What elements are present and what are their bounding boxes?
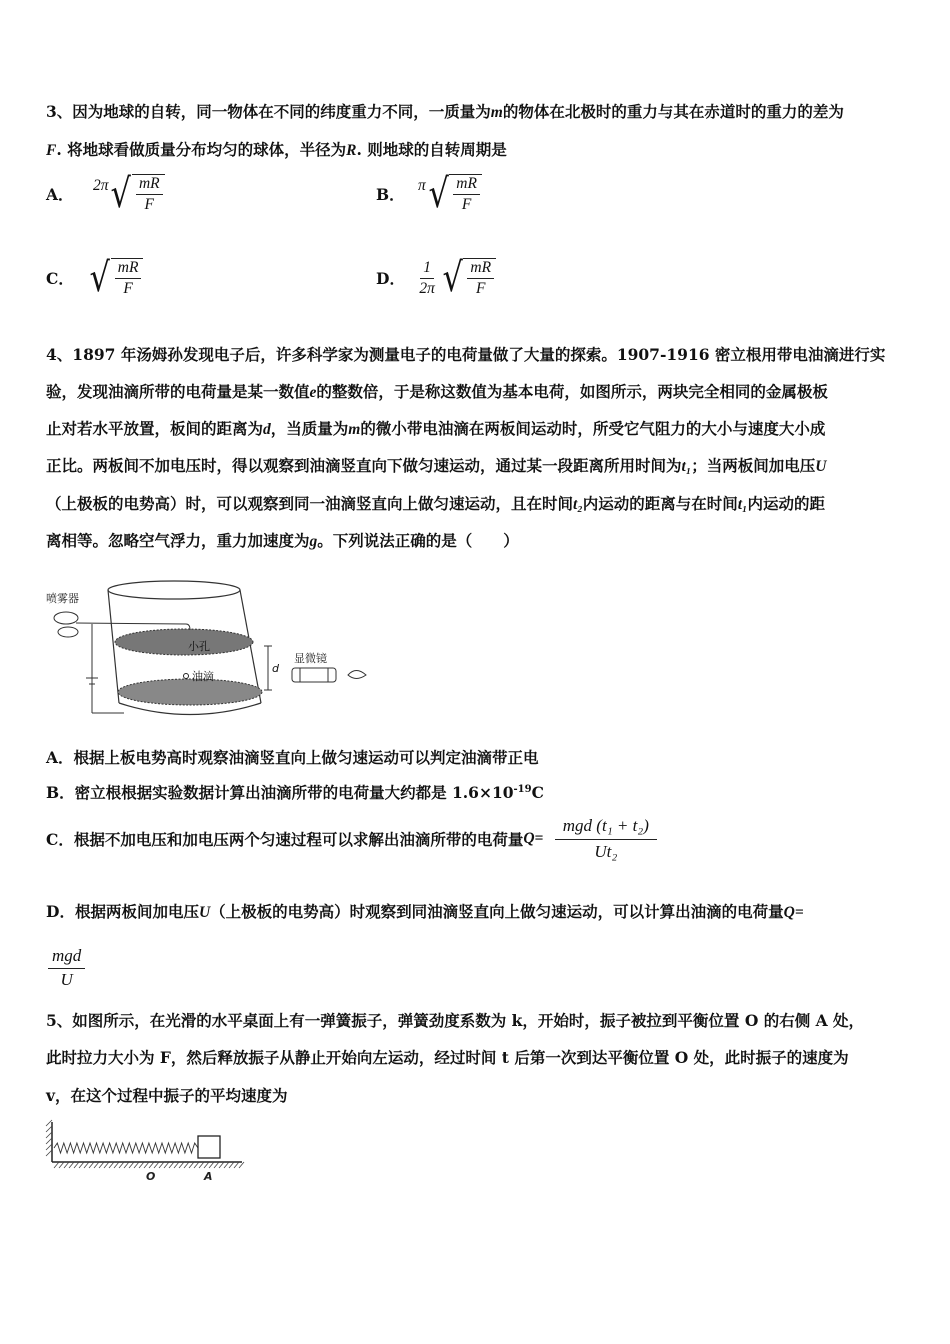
q3-option-b[interactable]: B． π √ $\frac{mR}{F}$ [376,174,482,214]
microscope-label: 显微镜 [294,652,327,665]
q5-line-3: v，在这个过程中振子的平均速度为 [46,1086,288,1105]
q5-line-1: 5、如图所示，在光滑的水平桌面上有一弹簧振子，弹簧劲度系数为 k，开始时，振子被拉到平衡位置 O 的右侧 A 处， [46,1011,865,1030]
sqrt-expression: √ $\frac{mR}{F}$ [440,258,496,298]
sqrt-expression: √ $\frac{mR}{F}$ [108,174,164,214]
eye-icon [348,671,366,679]
lower-plate [118,679,262,705]
q3-option-a[interactable]: A． 2π √ $\frac{mR}{F}$ [46,174,165,214]
oil-drop-icon [184,674,189,679]
q4-option-d[interactable]: D．根据两板间加电压U（上极板的电势高）时观察到同油滴竖直向上做匀速运动，可以计算出油滴的电荷量Q= [46,902,804,921]
q4-line-1: 4、1897 年汤姆孙发现电子后，许多科学家为测量电子的电荷量做了大量的探索。1907-1916 密立根用带电油滴进行实 [46,345,886,364]
q4-option-b[interactable]: B．密立根根据实验数据计算出油滴所带的电荷量大约都是 $1.6\times 10^{-19}C$ [46,783,544,802]
charge-formula-c: $\frac{\text{mgd (t₁ + t₂)}}{\text{Ut₂}}$ [555,816,657,862]
sprayer-label: 喷雾器 [46,592,79,605]
sprayer-icon [54,612,78,624]
sqrt-expression: √ $\frac{mR}{F}$ [87,258,143,298]
q3-line-1: 3、因为地球的自转，同一物体在不同的纬度重力不同，一质量为m的物体在北极时的重力与其在赤道时的重力的差为 [46,102,844,121]
q3-line-2: F. 将地球看做质量分布均匀的球体，半径为R. 则地球的自转周期是 [46,140,507,159]
q5-line-2: 此时拉力大小为 F，然后释放振子从静止开始向左运动，经过时间 t 后第一次到达平衡位置 O 处，此时振子的速度为 [46,1048,849,1067]
sqrt-expression: √ $\frac{mR}{F}$ [426,174,482,214]
upper-plate [115,629,253,655]
q4-option-c[interactable]: C．根据不加电压和加电压两个匀速过程可以求解出油滴所带的电荷量Q= $\frac{\text{mgd (t₁ + t₂)}}{\text{Ut₂}}$ [46,816,659,862]
q3-option-c[interactable]: C． √ $\frac{mR}{F}$ [46,258,143,298]
spring-oscillator-figure [44,1118,254,1188]
q4-line-2: 验，发现油滴所带的电荷量是某一数值e的整数倍，于是称这数值为基本电荷，如图所示，两块完全相同的金属极板 [46,382,828,401]
microscope-icon [292,668,336,682]
q4-option-a[interactable]: A．根据上板电势高时观察油滴竖直向上做匀速运动可以判定油滴带正电 [46,748,539,767]
millikan-apparatus-figure [46,568,386,728]
drop-label: 油滴 [192,670,214,683]
distance-d-label: d [272,662,279,675]
label-o: O [146,1170,156,1183]
q3-option-d[interactable]: D． $\frac{1}{2\pi}$ √ $\frac{mR}{F}$ [376,258,496,298]
q4-line-5: （上极板的电势高）时，可以观察到同一油滴竖直向上做匀速运动，且在时间t₂内运动的距离与在时间t₁内运动的距 [46,494,825,513]
q4-line-3: 止对若水平放置，板间的距离为d，当质量为m的微小带电油滴在两板间运动时，所受它气阻力的大小与速度大小成 [46,419,826,438]
q4-line-4: 正比。两板间不加电压时，得以观察到油滴竖直向下做匀速运动，通过某一段距离所用时间为t₁；当两板间加电压U [46,456,827,475]
q4-option-d-formula: $\frac{\text{mgd}}{U}$ [46,946,87,990]
q4-line-6: 离相等。忽略空气浮力，重力加速度为g。下列说法正确的是（ ） [46,531,519,550]
hole-label: 小孔 [188,640,210,653]
spring [54,1143,198,1153]
oscillator-block [198,1136,220,1158]
label-a: A [204,1170,213,1183]
